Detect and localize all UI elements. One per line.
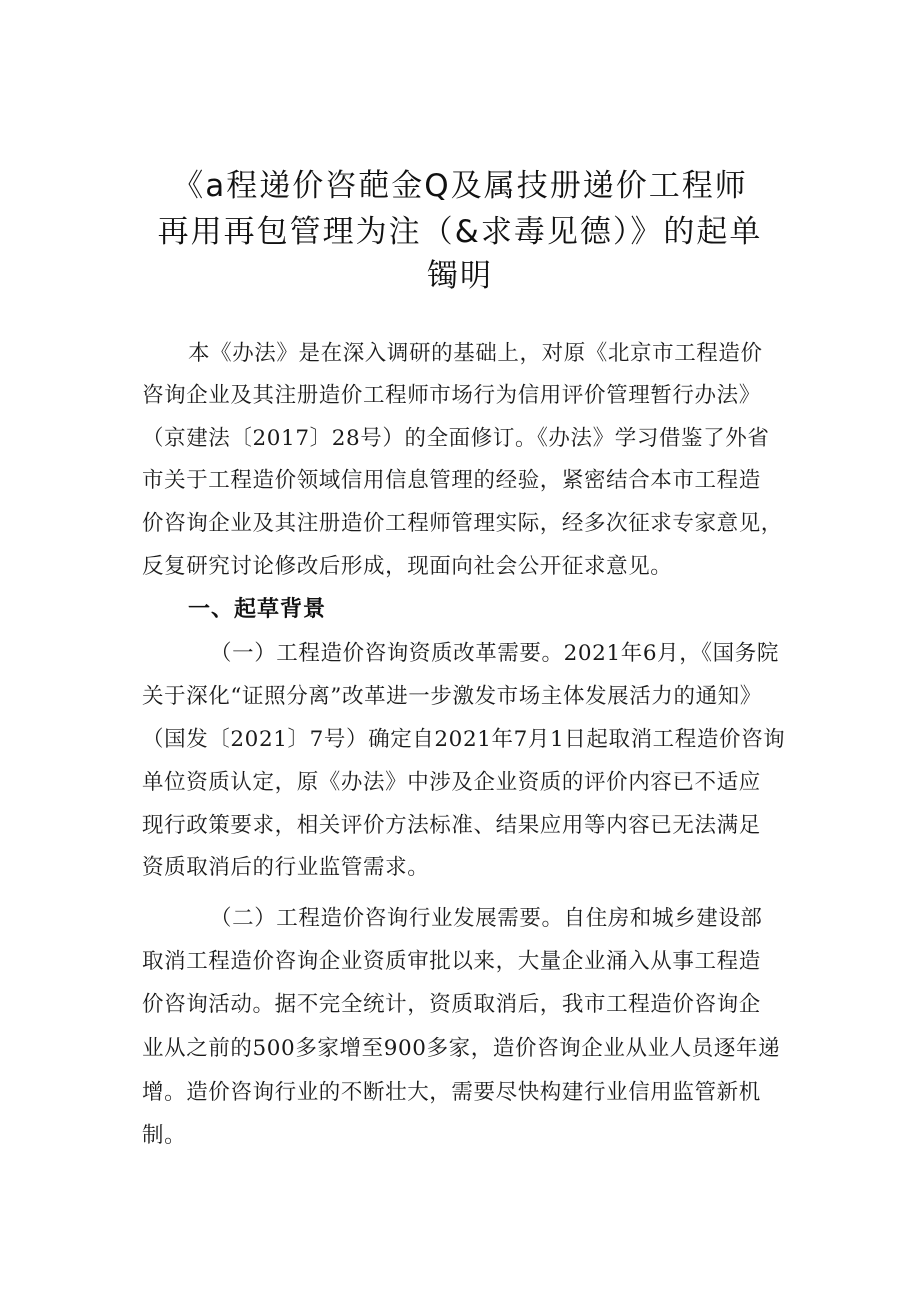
paragraph-line: 关于深化“证照分离”改革进一步激发市场主体发展活力的通知》 [142, 684, 762, 709]
paragraph-line: 现行政策要求，相关评价方法标准、结果应用等内容已无法满足 [142, 813, 761, 838]
paragraph-line: （国发〔2021〕7号）确定自2021年7月1日起取消工程造价咨询 [142, 727, 786, 752]
paragraph-line: （一）工程造价咨询资质改革需要。2021年6月，《国务院 [210, 641, 779, 666]
document-title-line-3: 镯明 [427, 258, 493, 294]
intro-line: 价咨询企业及其注册造价工程师管理实际，经多次征求专家意见， [142, 511, 783, 536]
paragraph-line: 资质取消后的行业监管需求。 [142, 855, 430, 880]
intro-line: 市关于工程造价领域信用信息管理的经验，紧密结合本市工程造 [142, 468, 761, 493]
paragraph-line: 单位资质认定，原《办法》中涉及企业资质的评价内容已不适应 [142, 770, 761, 795]
intro-line: 本《办法》是在深入调研的基础上，对原《北京市工程造价 [188, 341, 763, 366]
intro-line: （京建法〔2017〕28号）的全面修订。《办法》学习借鉴了外省 [142, 426, 770, 451]
paragraph-line: 制。 [142, 1123, 187, 1148]
paragraph-line: 取消工程造价咨询企业资质审批以来，大量企业涌入从事工程造 [142, 949, 761, 974]
document-title-line-1: 《a程递价咨葩金Q及属技册递价工程师 [172, 168, 748, 204]
intro-line: 咨询企业及其注册造价工程师市场行为信用评价管理暂行办法》 [142, 383, 761, 408]
paragraph-line: 增。造价咨询行业的不断壮大，需要尽快构建行业信用监管新机 [142, 1080, 761, 1105]
section-heading: 一、起草背景 [188, 597, 327, 622]
intro-line: 反复研究讨论修改后形成，现面向社会公开征求意见。 [142, 554, 673, 579]
document-title-line-2: 再用再包管理为注（&求毒见德）》的起单 [157, 214, 763, 250]
paragraph-line: （二）工程造价咨询行业发展需要。自住房和城乡建设部 [210, 906, 763, 931]
paragraph-line: 价咨询活动。据不完全统计，资质取消后，我市工程造价咨询企 [142, 992, 761, 1017]
paragraph-line: 业从之前的500多家增至900多家，造价咨询企业从业人员逐年递 [142, 1036, 781, 1061]
